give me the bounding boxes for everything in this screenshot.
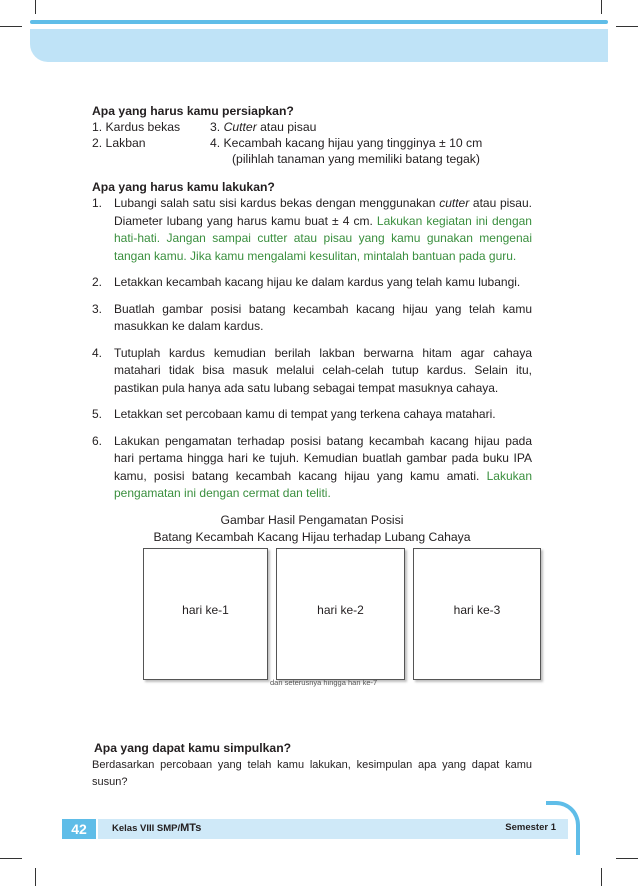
prepare-item-3-em: Cutter: [223, 120, 257, 134]
list-item: [92, 301, 532, 336]
step-number: 5.: [92, 407, 103, 421]
step-text: Letakkan kecambah kacang hijau ke dalam kardus yang telah kamu lubangi.: [114, 275, 521, 289]
conclusion-section: [92, 740, 532, 791]
prepare-heading: Apa yang harus kamu persiapkan?: [92, 104, 294, 118]
observation-box-day-1: [143, 548, 268, 680]
step-number: 3.: [92, 301, 103, 316]
box-label: hari ke-1: [182, 603, 229, 617]
footer-semester: Semester 1: [505, 822, 556, 833]
steps-list: [92, 195, 532, 503]
conclude-text: Berdasarkan percobaan yang telah kamu lakukan, kesimpulan apa yang dapat kamu susun?: [92, 759, 532, 788]
observation-box-day-2: [276, 548, 405, 680]
box-label: hari ke-3: [453, 603, 501, 617]
step-number: 2.: [92, 275, 103, 289]
figure-title-line-2: Batang Kecambah Kacang Hijau terhadap Lubang Cahaya: [153, 530, 471, 544]
prepare-item-4-note: (pilihlah tanaman yang memiliki batang tegak): [232, 152, 480, 166]
page-footer: [62, 815, 580, 843]
prepare-row-2: [92, 135, 532, 151]
step-text: Tutuplah kardus kemudian berilah lakban berwarna hitam agar cahaya matahari tidak bisa masuk melalui celah-celah tutup kardus. Selain itu, pastikan pula hanya ada satu lubang sebagai tempat masuknya cahaya.: [114, 345, 532, 395]
header-stripe-thin: [30, 20, 608, 24]
step-text: Lubangi salah satu sisi kardus bekas dengan menggunakan: [114, 196, 440, 210]
figure-title-line-1: Gambar Hasil Pengamatan Posisi: [220, 513, 404, 527]
step-text-em: cutter: [439, 196, 470, 210]
step-text: Lakukan pengamatan terhadap posisi batang kecambah kacang hijau pada hari pertama hingga hari ke tujuh. Kemudian buatlah gambar pada buku IPA kamu, posisi batang kecambah kacang hijau yang kamu amati.: [114, 433, 532, 483]
step-text: atau pisau. Diameter lubang yang harus kamu buat ± 4 cm.: [114, 196, 532, 228]
prepare-spacer: [92, 151, 232, 167]
list-item: [92, 345, 532, 398]
header-band: [30, 20, 608, 62]
step-number: 1.: [92, 196, 103, 210]
prepare-item-3-text: atau pisau: [256, 120, 317, 134]
crop-mark: [616, 26, 638, 27]
crop-mark: [601, 868, 602, 886]
footer-class-mts: MTs: [180, 822, 202, 834]
figure-note: dan seterusnya hingga hari ke-7: [270, 678, 378, 687]
main-content: [92, 103, 532, 512]
crop-mark: [0, 26, 22, 27]
crop-mark: [601, 0, 602, 14]
step-text: Letakkan set percobaan kamu di tempat yang terkena cahaya matahari.: [114, 407, 496, 421]
list-item: [92, 195, 532, 265]
figure-title: [92, 512, 532, 546]
step-warning-text: Lakukan pengamatan ini dengan cermat dan teliti.: [114, 468, 532, 500]
observation-box-day-3: [413, 548, 541, 680]
prepare-item-1: 1. Kardus bekas: [92, 120, 181, 134]
prepare-item-2: 2. Lakban: [92, 136, 146, 150]
prepare-row-1: [92, 119, 532, 135]
crop-mark: [35, 868, 36, 886]
page-number: 42: [62, 819, 96, 839]
crop-mark: [616, 858, 638, 859]
prepare-item-4: 4. Kecambah kacang hijau yang tingginya ± 10 cm: [210, 136, 483, 150]
prepare-row-3: [92, 151, 532, 167]
do-heading: Apa yang harus kamu lakukan?: [92, 180, 275, 194]
step-number: 6.: [92, 433, 103, 448]
header-stripe-wide: [30, 29, 608, 62]
prepare-item-3-num: 3.: [210, 120, 224, 134]
conclude-heading: Apa yang dapat kamu simpulkan?: [94, 741, 292, 755]
prepare-item-3: [210, 119, 316, 135]
crop-mark: [0, 858, 22, 859]
list-item: [92, 433, 532, 503]
step-text: Buatlah gambar posisi batang kecambah kacang hijau yang telah kamu masukkan ke dalam kardus.: [114, 301, 532, 333]
crop-mark: [35, 0, 36, 14]
step-warning-text: Lakukan kegiatan ini dengan hati-hati. Jangan sampai cutter atau pisau yang kamu gunakan mengenai tangan kamu. Jika kamu mengalami kesulitan, mintalah bantuan pada guru.: [114, 213, 532, 263]
step-number: 4.: [92, 345, 103, 360]
list-item: [92, 406, 532, 424]
list-item: [92, 274, 532, 292]
box-label: hari ke-2: [317, 603, 364, 617]
footer-class-label: [112, 822, 201, 834]
footer-class-text: Kelas VIII SMP/: [112, 823, 181, 834]
